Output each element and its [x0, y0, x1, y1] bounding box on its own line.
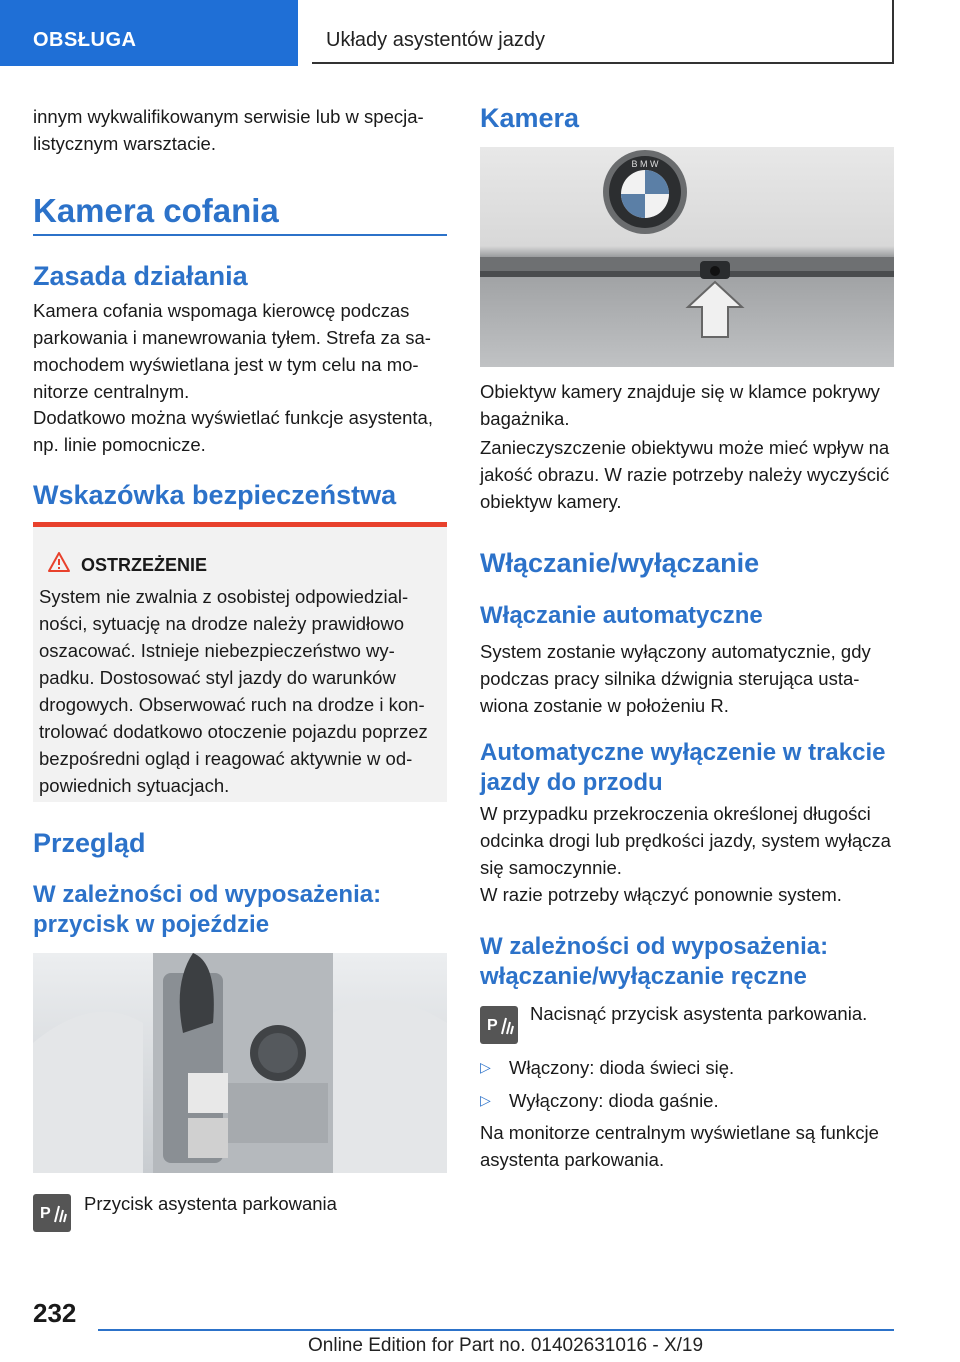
heading-overview: Przegląd — [33, 828, 146, 858]
bullet-on: Włączony: dioda świeci się. — [509, 1057, 735, 1078]
footer-rule — [98, 1329, 894, 1331]
heading-on-off: Włączanie/wyłączanie — [480, 548, 760, 578]
camera-text-2: Zanieczyszczenie obiektywu może mieć wpływ na jakość obrazu. W razie potrzeby należy wyczyścić obiektyw kamery. — [480, 437, 890, 512]
warning-title: OSTRZEŻENIE — [81, 555, 208, 575]
logo-lettering: B M W — [631, 159, 659, 169]
svg-text:P: P — [487, 1017, 498, 1034]
button-caption: Przycisk asystenta parkowania — [84, 1193, 337, 1214]
warning-text: System nie zwalnia z osobistej odpowiedzialności, sytuację na drodze należy prawidłowo oszacować. Istnieje niebezpieczeństwo wypadku. Dostosować styl jazdy do warunków drogowych. Obserwować ruch na drodze i kontrolować dodatkowo otoczenie pojazdu poprzez bezpośredni ogląd i reagować aktywnie w odpowiednich sytuacjach. — [39, 586, 428, 796]
heading-camera: Kamera — [480, 103, 580, 133]
park-assist-button-icon-2 — [480, 1006, 518, 1044]
bullet-triangle-icon: ▷ — [480, 1092, 491, 1108]
heading-rule — [33, 234, 447, 236]
chapter-title: Układy asystentów jazdy — [326, 29, 545, 51]
edition-line: Online Edition for Part no. 01402631016 - X/19 — [308, 1335, 704, 1356]
principle-text: Kamera cofania wspomaga kierowcę podczas parkowania i manewrowania tyłem. Strefa za samochodem wyświetlana jest w tym celu na monitorze centralnym. — [33, 300, 431, 402]
section-tab — [0, 0, 298, 66]
auto-off-text-2: W razie potrzeby włączyć ponownie system. — [480, 884, 842, 905]
camera-image — [480, 147, 894, 367]
chapter-header — [312, 0, 894, 64]
auto-off-text: W przypadku przekroczenia określonej długości odcinka drogi lub prędkości jazdy, system wyłącza się samoczynnie. — [480, 803, 891, 878]
section-title: OBSŁUGA — [33, 29, 137, 51]
page-number: 232 — [33, 1298, 77, 1328]
auto-text: System zostanie wyłączony automatycznie, gdy podczas pracy silnika dźwignia sterująca ustawiona zostanie w położeniu R. — [480, 641, 871, 716]
heading-auto-on: Włączanie automatyczne — [480, 602, 763, 629]
heading-button: W zależności od wyposażenia: przycisk w pojeździe — [33, 881, 382, 938]
heading-principle: Zasada działania — [33, 261, 248, 291]
heading-rear-camera: Kamera cofania — [33, 192, 279, 229]
bullet-triangle-icon: ▷ — [480, 1059, 491, 1075]
manual-text-2: Na monitorze centralnym wyświetlane są funkcje asystenta parkowania. — [480, 1122, 879, 1170]
warning-triangle-icon — [47, 551, 71, 573]
manual-text: Nacisnąć przycisk asystenta parkowania. — [530, 1003, 868, 1024]
bullet-off: Wyłączony: dioda gaśnie. — [509, 1090, 719, 1111]
status-list — [480, 1054, 894, 1124]
svg-text:P: P — [40, 1205, 51, 1222]
heading-manual: W zależności od wyposażenia: włączanie/wyłączanie ręczne — [480, 933, 829, 990]
principle-text-2: Dodatkowo można wyświetlać funkcje asystenta, np. linie pomocnicze. — [33, 407, 433, 455]
warning-box — [33, 522, 447, 802]
park-assist-button-icon — [33, 1194, 71, 1232]
camera-text: Obiektyw kamery znajduje się w klamce pokrywy bagażnika. — [480, 381, 880, 429]
heading-safety: Wskazówka bezpieczeństwa — [33, 480, 397, 510]
heading-auto-off: Automatyczne wyłączenie w trakcie jazdy do przodu — [480, 739, 886, 796]
console-image — [33, 953, 447, 1173]
intro-text: innym wykwalifikowanym serwisie lub w specjalistycznym warsztacie. — [33, 106, 424, 154]
